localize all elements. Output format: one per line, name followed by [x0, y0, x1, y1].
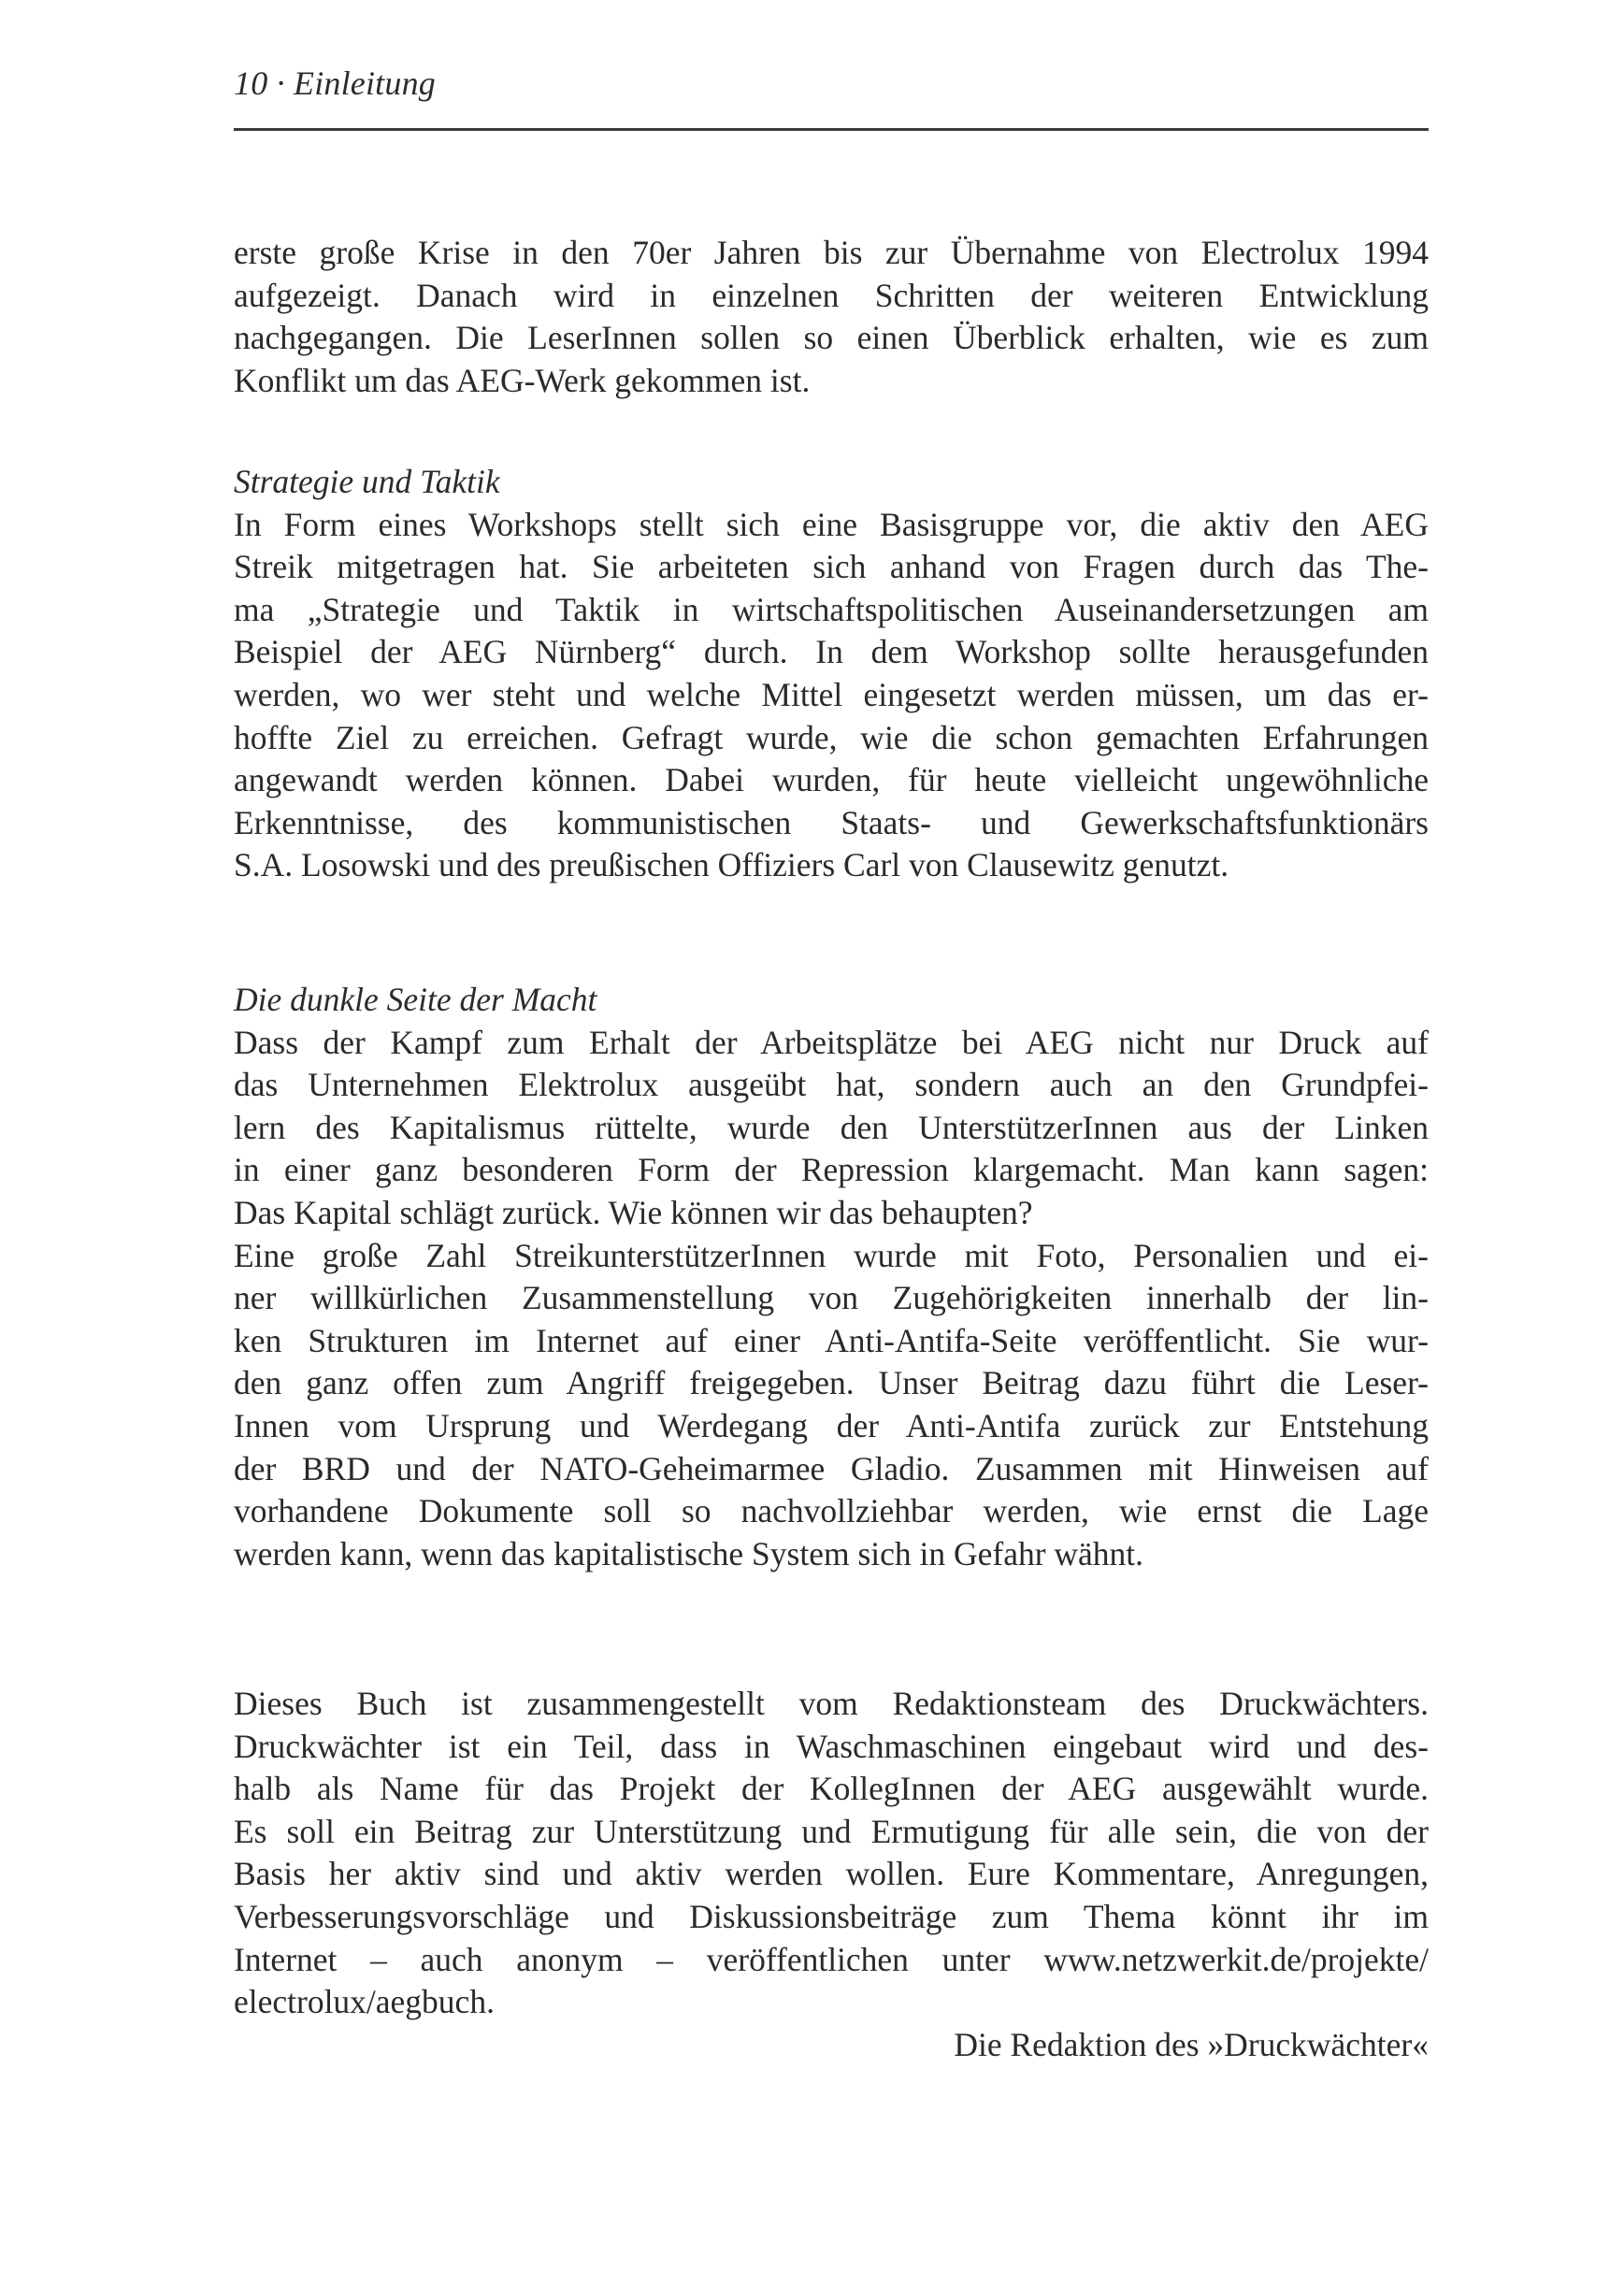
- text-line: angewandt werden können. Dabei wurden, für heute vielleicht ungewöhnliche: [234, 761, 1429, 799]
- running-head: 10 · Einleitung: [234, 65, 436, 102]
- text-line: aufgezeigt. Danach wird in einzelnen Schritten der weiteren Entwicklung: [234, 276, 1429, 314]
- text-line: der BRD und der NATO-Geheimarmee Gladio. Zusammen mit Hinweisen auf: [234, 1449, 1429, 1487]
- closing-paragraph: [234, 1683, 1429, 2066]
- text-line: halb als Name für das Projekt der KollegInnen der AEG ausgewählt wurde.: [234, 1770, 1429, 1808]
- text-line: werden, wo wer steht und welche Mittel eingesetzt werden müssen, um das er-: [234, 675, 1429, 713]
- text-line: werden kann, wenn das kapitalistische System sich in Gefahr wähnt.: [234, 1534, 1144, 1572]
- header-rule: [234, 128, 1429, 131]
- text-line: Druckwächter ist ein Teil, dass in Waschmaschinen eingebaut wird und des-: [234, 1727, 1429, 1765]
- text-line: Basis her aktiv sind und aktiv werden wollen. Eure Kommentare, Anregungen,: [234, 1855, 1429, 1893]
- text-line: Das Kapital schlägt zurück. Wie können wir das behaupten?: [234, 1193, 1033, 1231]
- section-strategy: [234, 461, 1429, 887]
- text-line: Streik mitgetragen hat. Sie arbeiteten sich anhand von Fragen durch das The-: [234, 548, 1429, 586]
- text-line: ken Strukturen im Internet auf einer Anti-Antifa-Seite veröffentlicht. Sie wur-: [234, 1321, 1429, 1359]
- text-line: Dieses Buch ist zusammengestellt vom Redaktionsteam des Druckwächters.: [234, 1685, 1429, 1722]
- text-line: hoffte Ziel zu erreichen. Gefragt wurde, wie die schon gemachten Erfahrungen: [234, 718, 1429, 756]
- text-line: S.A. Losowski und des preußischen Offiziers Carl von Clausewitz genutzt.: [234, 846, 1229, 884]
- section-dark-side: [234, 979, 1429, 1575]
- text-line: Innen vom Ursprung und Werdegang der Anti-Antifa zurück zur Entstehung: [234, 1406, 1429, 1444]
- text-line: vorhandene Dokumente soll so nachvollziehbar werden, wie ernst die Lage: [234, 1492, 1429, 1530]
- text-line: Eine große Zahl StreikunterstützerInnen wurde mit Foto, Personalien und ei-: [234, 1236, 1429, 1274]
- section-heading: Strategie und Taktik: [234, 463, 500, 500]
- text-line: ma „Strategie und Taktik in wirtschaftspolitischen Auseinandersetzungen am: [234, 590, 1429, 628]
- text-line: In Form eines Workshops stellt sich eine Basisgruppe vor, die aktiv den AEG: [234, 505, 1429, 543]
- text-line: Internet – auch anonym – veröffentlichen unter www.netzwerkit.de/projekte/: [234, 1940, 1429, 1978]
- signature: Die Redaktion des »Druckwächter«: [954, 2025, 1429, 2063]
- text-line: Konflikt um das AEG-Werk gekommen ist.: [234, 361, 811, 399]
- text-line: lern des Kapitalismus rüttelte, wurde den UnterstützerInnen aus der Linken: [234, 1108, 1429, 1146]
- text-line: electrolux/aegbuch.: [234, 1983, 495, 2021]
- intro-paragraph: [234, 232, 1429, 402]
- text-line: Es soll ein Beitrag zur Unterstützung und Ermutigung für alle sein, die von der: [234, 1812, 1429, 1850]
- text-line: ner willkürlichen Zusammenstellung von Zugehörigkeiten innerhalb der lin-: [234, 1279, 1429, 1317]
- text-line: den ganz offen zum Angriff freigegeben. Unser Beitrag dazu führt die Leser-: [234, 1364, 1429, 1402]
- text-line: nachgegangen. Die LeserInnen sollen so einen Überblick erhalten, wie es zum: [234, 319, 1429, 357]
- text-line: Erkenntnisse, des kommunistischen Staats- und Gewerkschaftsfunktionärs: [234, 803, 1429, 841]
- text-line: Dass der Kampf zum Erhalt der Arbeitsplätze bei AEG nicht nur Druck auf: [234, 1023, 1429, 1061]
- text-line: Verbesserungsvorschläge und Diskussionsbeiträge zum Thema könnt ihr im: [234, 1897, 1429, 1935]
- section-heading: Die dunkle Seite der Macht: [234, 981, 597, 1018]
- text-line: erste große Krise in den 70er Jahren bis zur Übernahme von Electrolux 1994: [234, 234, 1429, 271]
- text-line: in einer ganz besonderen Form der Repression klargemacht. Man kann sagen:: [234, 1151, 1429, 1189]
- text-line: Beispiel der AEG Nürnberg“ durch. In dem Workshop sollte herausgefunden: [234, 633, 1429, 671]
- text-line: das Unternehmen Elektrolux ausgeübt hat, sondern auch an den Grundpfei-: [234, 1066, 1429, 1104]
